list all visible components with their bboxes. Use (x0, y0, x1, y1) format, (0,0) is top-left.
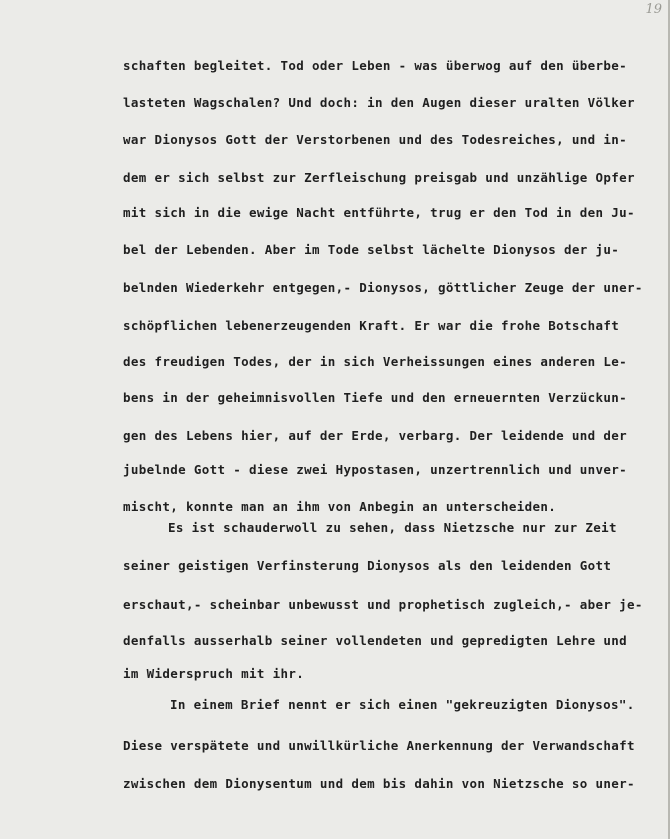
text-line: lasteten Wagschalen? Und doch: in den Augen dieser uralten Völker (123, 95, 635, 110)
text-line: bens in der geheimnisvollen Tiefe und den erneuernten Verzückun- (123, 390, 628, 405)
text-line: mischt, konnte man an ihm von Anbegin an unterscheiden. (123, 499, 557, 514)
text-line: Es ist schauderwoll zu sehen, dass Nietzsche nur zur Zeit (168, 520, 617, 535)
text-line: schaften begleitet. Tod oder Leben - was überwog auf den überbe- (123, 58, 628, 73)
text-line: schöpflichen lebenerzeugenden Kraft. Er war die frohe Botschaft (123, 318, 620, 333)
text-line: bel der Lebenden. Aber im Tode selbst lächelte Dionysos der ju- (123, 242, 620, 257)
text-line: jubelnde Gott - diese zwei Hypostasen, unzertrennlich und unver- (123, 462, 628, 477)
text-line: war Dionysos Gott der Verstorbenen und des Todesreiches, und in- (123, 132, 628, 147)
text-line: des freudigen Todes, der in sich Verheissungen eines anderen Le- (123, 354, 628, 369)
text-line: dem er sich selbst zur Zerfleischung preisgab und unzählige Opfer (123, 170, 635, 185)
text-line: seiner geistigen Verfinsterung Dionysos als den leidenden Gott (123, 558, 612, 573)
text-line: mit sich in die ewige Nacht entführte, trug er den Tod in den Ju- (123, 205, 635, 220)
text-line: denfalls ausserhalb seiner vollendeten und gepredigten Lehre und (123, 633, 628, 648)
text-line: gen des Lebens hier, auf der Erde, verbarg. Der leidende und der (123, 428, 628, 443)
text-line: zwischen dem Dionysentum und dem bis dahin von Nietzsche so uner- (123, 776, 635, 791)
page-number: 19 (645, 2, 662, 17)
text-line: Diese verspätete und unwillkürliche Anerkennung der Verwandschaft (123, 738, 635, 753)
text-line: belnden Wiederkehr entgegen,- Dionysos, göttlicher Zeuge der uner- (123, 280, 643, 295)
text-line: In einem Brief nennt er sich einen "gekreuzigten Dionysos". (170, 697, 635, 712)
text-line: im Widerspruch mit ihr. (123, 666, 305, 681)
text-line: erschaut,- scheinbar unbewusst und prophetisch zugleich,- aber je- (123, 597, 643, 612)
